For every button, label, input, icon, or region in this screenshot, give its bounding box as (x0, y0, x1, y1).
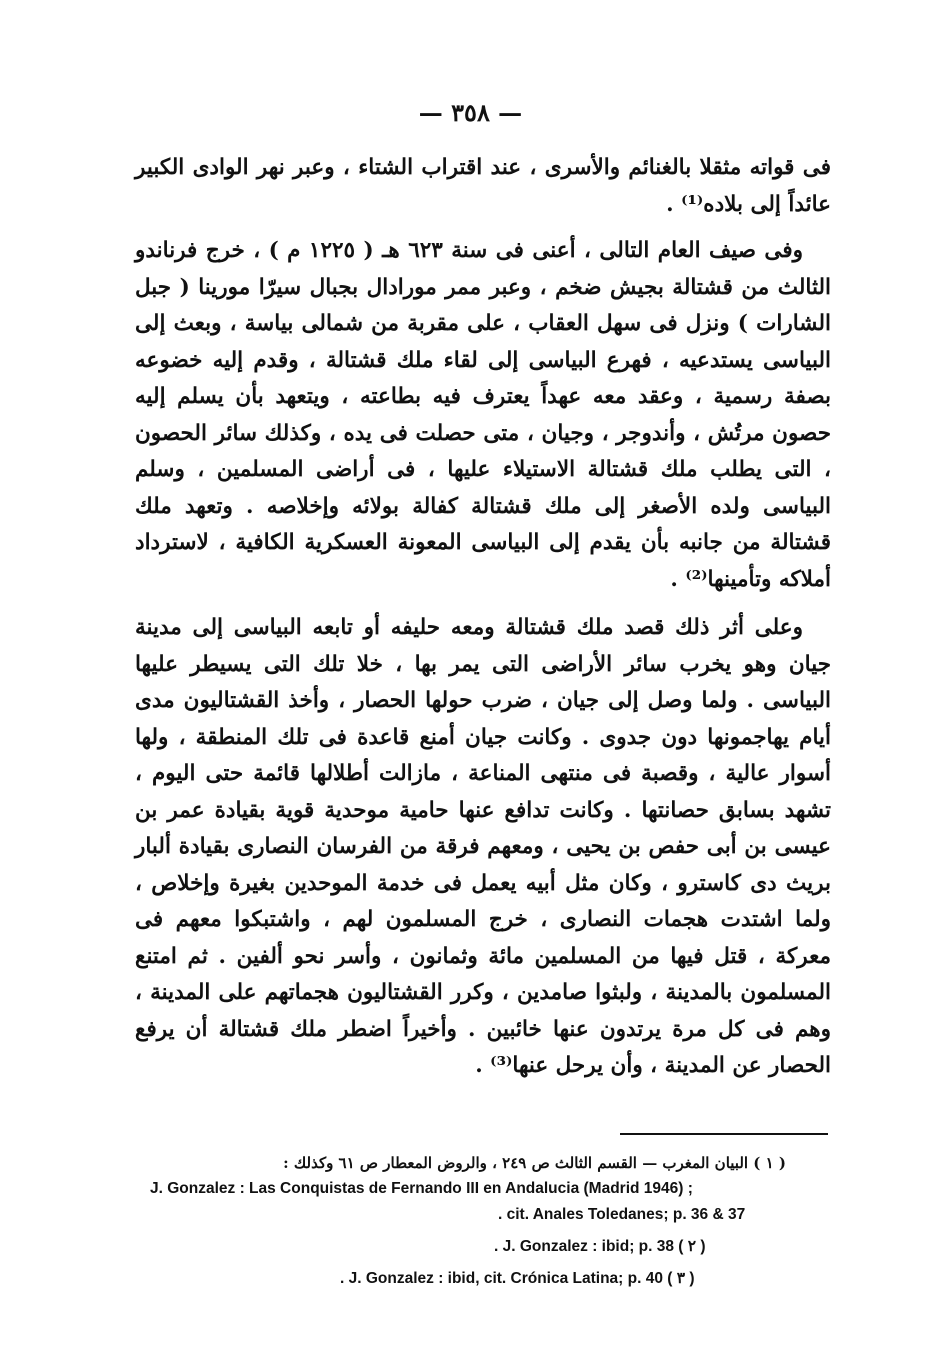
footnote-1-arabic: ( ١ ) البيان المغرب — القسم الثالث ص ٢٤٩ ، والروض المعطار ص ٦١ وكذلك : (283, 1154, 786, 1172)
paragraph-1: فى قواته مثقلا بالغنائم والأسرى ، عند اقتراب الشتاء ، وعبر نهر الوادى الكبير عائداً إلى بلاده⁽¹⁾ . (135, 155, 831, 217)
page-number: — ٣٥٨ — (418, 98, 523, 127)
paragraph-3: وعلى أثر ذلك قصد ملك قشتالة ومعه حليفه أو تابعه البياسى إلى مدينة جيان وهو يخرب سائر الأراضى التى يمر بها ، خلا تلك التى يسيطر عليها البياسى . ولما وصل إلى جيان ، ضرب حولها الحصار ، وأخذ القشتاليون مدى أيام يهاجمونها دون جدوى . وكانت جيان أمنع قاعدة فى تلك المنطقة ، ولها أسوار عالية ، وقصبة فى منتهى المناعة ، مازالت أطلالها قائمة حتى اليوم ، تشهد بسابق حصانتها . وكانت تدافع عنها حامية موحدية قوية بقيادة عمر بن عيسى بن أبى حفص بن يحيى ، ومعهم فرقة من الفرسان النصارى بقيادة ألبار بريث دى كاسترو ، وكان مثل أبيه يعمل فى خدمة الموحدين بغيرة وإخلاص ، ولما اشتدت هجمات النصارى ، خرج المسلمون لهم ، واشتبكوا معهم فى معركة ، قتل فيها من المسلمين مائة وثمانون ، وأسر نحو ألفين . ثم امتنع المسلمون بالمدينة ، ولبثوا صامدين ، وكرر القشتاليون هجماتهم على المدينة ، وهم فى كل مرة يرتدون عنها خائبين . وأخيراً اضطر ملك قشتالة أن يرفع الحصار عن المدينة ، وأن يرحل عنها⁽³⁾ . (135, 615, 831, 1078)
footnote-3: . J. Gonzalez : ibid, cit. Crónica Latina; p. 40 ( ٣ ) (340, 1270, 695, 1287)
main-text (135, 150, 831, 1097)
footnote-2: . J. Gonzalez : ibid; p. 38 ( ٢ ) (494, 1238, 706, 1255)
footnotes (110, 1150, 826, 1292)
footnote-1-latin-line-1: J. Gonzalez : Las Conquistas de Fernando III en Andalucia (Madrid 1946) ; (150, 1180, 693, 1197)
footnote-1-latin-line-2: . cit. Anales Toledanes; p. 36 & 37 (498, 1206, 746, 1223)
paragraph-2: وفى صيف العام التالى ، أعنى فى سنة ٦٢٣ هـ ( ١٢٢٥ م ) ، خرج فرناندو الثالث من قشتالة بجيش ضخم ، وعبر ممر مورادال بجبال سيرّا مورينا ( جبل الشارات ) ونزل فى سهل العقاب ، على مقربة من شمالى بياسة ، وبعث إلى البياسى يستدعيه ، فهرع البياسى إلى لقاء ملك قشتالة ، وقدم إليه خضوعه بصفة رسمية ، وعقد معه عهداً يعترف فيه بطاعته ، ويتعهد بأن يسلم إليه حصون مرتُش ، وأندوجر ، وجيان ، متى حصلت فى يده ، وكذلك سائر الحصون ، التى يطلب ملك قشتالة الاستيلاء عليها ، فى أراضى المسلمين ، وسلم البياسى ولده الأصغر إلى ملك قشتالة كفالة بولائه وإخلاصه . وتعهد ملك قشتالة من جانبه بأن يقدم إلى البياسى المعونة العسكرية الكافية ، لاسترداد أملاكه وتأمينها⁽²⁾ . (135, 238, 831, 592)
footnote-divider (620, 1133, 828, 1135)
